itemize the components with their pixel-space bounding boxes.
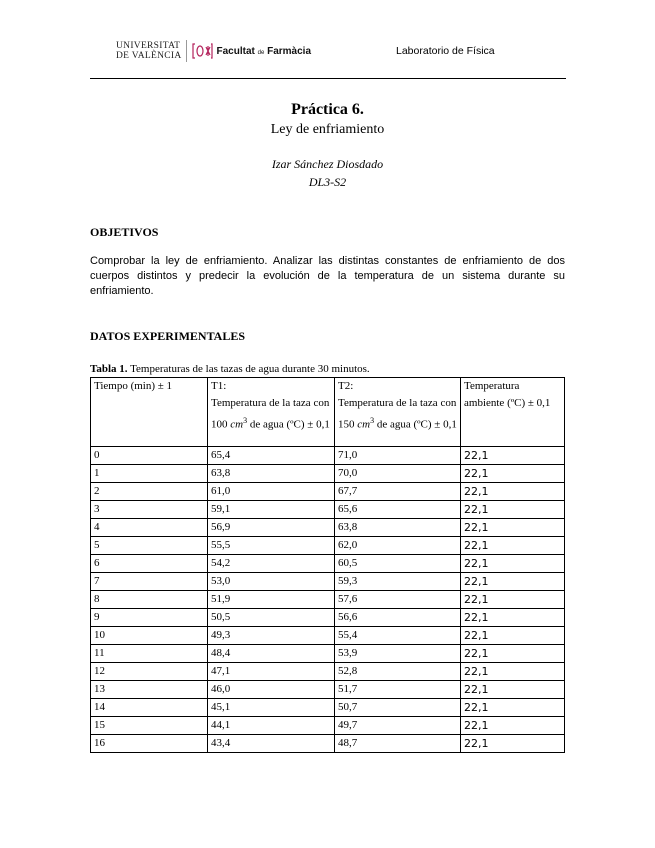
t2-cell: 63,8 (335, 519, 461, 537)
header-rule (90, 78, 566, 79)
t1-cell: 61,0 (208, 483, 335, 501)
ambient-cell: 22,1 (461, 537, 565, 555)
t1-cell: 54,2 (208, 555, 335, 573)
table-row (91, 519, 565, 537)
t1-cell: 55,5 (208, 537, 335, 555)
t1-cell: 53,0 (208, 573, 335, 591)
table-row (91, 483, 565, 501)
time-cell: 9 (91, 609, 208, 627)
time-cell: 10 (91, 627, 208, 645)
t1-cell: 49,3 (208, 627, 335, 645)
group-code: DL3-S2 (308, 175, 347, 189)
table-header-row (91, 378, 565, 447)
ambient-cell: 22,1 (461, 609, 565, 627)
t1-cell: 44,1 (208, 717, 335, 735)
table-row (91, 591, 565, 609)
header-t2-text: Temperatura de la taza con 150 (338, 397, 457, 431)
ambient-cell: 22,1 (461, 519, 565, 537)
t2-cell: 71,0 (335, 447, 461, 465)
ambient-cell: 22,1 (461, 465, 565, 483)
time-cell: 5 (91, 537, 208, 555)
header-t2-text2: de agua (ºC) ± 0,1 (376, 418, 457, 431)
table-row (91, 537, 565, 555)
t2-cell: 48,7 (335, 735, 461, 753)
time-cell: 7 (91, 573, 208, 591)
table-row (91, 573, 565, 591)
t1-cell: 47,1 (208, 663, 335, 681)
table-row (91, 735, 565, 753)
time-cell: 1 (91, 465, 208, 483)
table-row (91, 501, 565, 519)
time-cell: 14 (91, 699, 208, 717)
table-caption (90, 363, 370, 375)
header-t1-text2: de agua (ºC) ± 0,1 (249, 418, 330, 431)
time-cell: 16 (91, 735, 208, 753)
caption-text: Temperaturas de las tazas de agua durante 30 minutos. (127, 363, 370, 375)
ambient-cell: 22,1 (461, 483, 565, 501)
objetivos-text: Comprobar la ley de enfriamiento. Analizar las distintas constantes de enfriamiento de dos cuerpos distintos y predecir la evolución de la temperatura de un sistema durante su enfriamiento. (90, 255, 565, 297)
time-cell: 0 (91, 447, 208, 465)
header-t2-label: T2: (338, 380, 354, 392)
time-cell: 4 (91, 519, 208, 537)
datos-heading: DATOS EXPERIMENTALES (90, 329, 246, 343)
caption-label: Tabla 1. (90, 363, 128, 375)
table-row (91, 555, 565, 573)
table-row (91, 681, 565, 699)
time-cell: 15 (91, 717, 208, 735)
faculty-de: de (257, 49, 265, 56)
table-row (91, 447, 565, 465)
table-row (91, 627, 565, 645)
t2-cell: 67,7 (335, 483, 461, 501)
faculty-word2: Farmàcia (267, 45, 312, 57)
header-t1-unit: cm (230, 418, 244, 431)
time-cell: 13 (91, 681, 208, 699)
logo-divider (186, 40, 187, 62)
t2-cell: 49,7 (335, 717, 461, 735)
t2-cell: 59,3 (335, 573, 461, 591)
t1-cell: 43,4 (208, 735, 335, 753)
university-line2: DE VALÈNCIA (116, 51, 182, 61)
t1-cell: 46,0 (208, 681, 335, 699)
t2-cell: 52,8 (335, 663, 461, 681)
header-t1 (208, 378, 335, 447)
time-cell: 2 (91, 483, 208, 501)
university-line1: UNIVERSITAT (116, 41, 181, 51)
ambient-cell: 22,1 (461, 699, 565, 717)
t2-cell: 56,6 (335, 609, 461, 627)
t2-cell: 55,4 (335, 627, 461, 645)
ambient-cell: 22,1 (461, 501, 565, 519)
ambient-cell: 22,1 (461, 681, 565, 699)
ambient-cell: 22,1 (461, 447, 565, 465)
t2-cell: 70,0 (335, 465, 461, 483)
header-time-text: Tiempo (min) ± 1 (94, 380, 173, 392)
ambient-cell: 22,1 (461, 555, 565, 573)
t1-cell: 48,4 (208, 645, 335, 663)
t1-cell: 63,8 (208, 465, 335, 483)
faculty-name (217, 46, 312, 57)
header-t2 (335, 378, 461, 447)
ambient-cell: 22,1 (461, 735, 565, 753)
university-logo (116, 38, 311, 64)
author-name: Izar Sánchez Diosdado (271, 157, 384, 171)
table-row (91, 699, 565, 717)
faculty-word1: Facultat (216, 45, 255, 57)
t2-cell: 65,6 (335, 501, 461, 519)
header-t2-unit: cm (357, 418, 371, 431)
t2-cell: 50,7 (335, 699, 461, 717)
header-ambient-text: Temperatura ambiente (ºC) ± 0,1 (464, 380, 551, 409)
header-t1-label: T1: (211, 380, 227, 392)
objetivos-heading: OBJETIVOS (90, 225, 159, 239)
header-ambient (461, 378, 565, 447)
time-cell: 6 (91, 555, 208, 573)
t2-cell: 60,5 (335, 555, 461, 573)
t2-cell: 51,7 (335, 681, 461, 699)
t1-cell: 45,1 (208, 699, 335, 717)
document-title: Práctica 6. (291, 101, 364, 118)
t1-cell: 56,9 (208, 519, 335, 537)
t1-cell: 51,9 (208, 591, 335, 609)
table-row (91, 465, 565, 483)
t1-cell: 50,5 (208, 609, 335, 627)
header-t2-exp: 3 (370, 416, 375, 425)
t1-cell: 59,1 (208, 501, 335, 519)
time-cell: 11 (91, 645, 208, 663)
table-row (91, 645, 565, 663)
university-name (116, 41, 182, 61)
document-subtitle: Ley de enfriamiento (270, 122, 385, 137)
t2-cell: 62,0 (335, 537, 461, 555)
t2-cell: 57,6 (335, 591, 461, 609)
time-cell: 3 (91, 501, 208, 519)
ambient-cell: 22,1 (461, 573, 565, 591)
t2-cell: 53,9 (335, 645, 461, 663)
header-t1-text: Temperatura de la taza con 100 (211, 397, 330, 431)
time-cell: 12 (91, 663, 208, 681)
ambient-cell: 22,1 (461, 627, 565, 645)
time-cell: 8 (91, 591, 208, 609)
table-row (91, 717, 565, 735)
ambient-cell: 22,1 (461, 717, 565, 735)
header-time (91, 378, 208, 447)
lab-title: Laboratorio de Física (396, 45, 495, 57)
ambient-cell: 22,1 (461, 663, 565, 681)
ambient-cell: 22,1 (461, 645, 565, 663)
temperature-table (90, 377, 565, 753)
table-row (91, 609, 565, 627)
t1-cell: 65,4 (208, 447, 335, 465)
table-row (91, 663, 565, 681)
ambient-cell: 22,1 (461, 591, 565, 609)
header-t1-exp: 3 (243, 416, 248, 425)
pharmacy-emblem-icon (191, 42, 213, 60)
